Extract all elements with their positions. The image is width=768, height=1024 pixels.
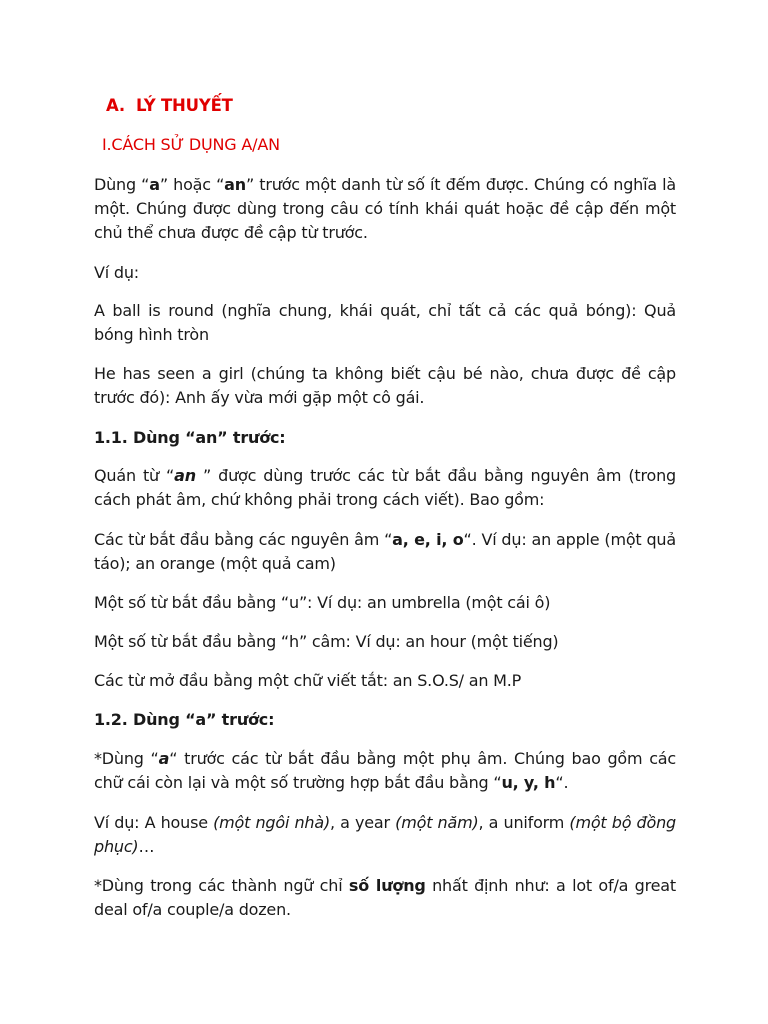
idiom-bold-quantity: số lượng [348, 876, 426, 895]
a-example-text-2: , a year [330, 813, 396, 832]
u-rule-paragraph: Một số từ bắt đầu bằng “u”: Ví dụ: an umbrella (một cái ô) [94, 593, 551, 612]
a-example-text-3: , a uniform [478, 813, 570, 832]
a-rule-text-3: “. [555, 773, 569, 792]
vowels-text-1: Các từ bắt đầu bằng các nguyên âm “ [94, 530, 393, 549]
a-example-italic-3: (một bộ đồng phục) [94, 813, 677, 856]
abbreviation-paragraph: Các từ mở đầu bằng một chữ viết tắt: an S.O.S/ an M.P [94, 671, 522, 690]
section-heading-a [106, 94, 233, 118]
section-heading-number: A. [106, 96, 125, 115]
intro-paragraph [94, 173, 676, 245]
a-example-italic-2: (một năm) [395, 813, 479, 832]
idiom-text-2: nhất định như: a lot of/a great deal of/a couple/a dozen. [94, 876, 676, 919]
subsection-heading-i: I.CÁCH SỬ DỤNG A/AN [102, 135, 280, 154]
vowels-paragraph [94, 528, 676, 576]
example-paragraph-1: A ball is round (nghĩa chung, khái quát, chỉ tất cả các quả bóng): Quả bóng hình tròn [94, 301, 676, 344]
a-example-italic-1: (một ngôi nhà) [213, 813, 330, 832]
h-rule-paragraph: Một số từ bắt đầu bằng “h” câm: Ví dụ: an hour (một tiếng) [94, 632, 559, 651]
a-rule-bold-letters: u, y, h [501, 773, 556, 792]
a-example-text-4: … [138, 837, 155, 856]
intro-text-1: Dùng “ [94, 175, 150, 194]
a-example-paragraph [94, 811, 676, 859]
intro-text-3: ” trước một danh từ số ít đếm được. Chúng có nghĩa là một. Chúng được dùng trong câu có tính khái quát hoặc đề cập đến một chủ thể chưa được đề cập từ trước. [94, 175, 676, 242]
an-rule-bold-an: an [174, 466, 196, 485]
an-rule-text-1: Quán từ “ [94, 466, 175, 485]
intro-text-2: ” hoặc “ [159, 175, 225, 194]
intro-bold-an: an [224, 175, 246, 194]
a-rule-text-2: “ trước các từ bắt đầu bằng một phụ âm. Chúng bao gồm các chữ cái còn lại và một số trường hợp bắt đầu bằng “ [94, 749, 676, 792]
section-1-1-heading: 1.1. Dùng “an” trước: [94, 428, 286, 447]
a-rule-bold-a: a [158, 749, 170, 768]
idiom-text-1: *Dùng trong các thành ngữ chỉ [94, 876, 349, 895]
an-rule-text-2: ” được dùng trước các từ bắt đầu bằng nguyên âm (trong cách phát âm, chứ không phải trong cách viết). Bao gồm: [94, 466, 676, 509]
an-rule-paragraph [94, 464, 676, 512]
a-rule-text-1: *Dùng “ [94, 749, 159, 768]
idiom-paragraph [94, 874, 676, 922]
section-heading-title: LÝ THUYẾT [135, 96, 233, 115]
example-label: Ví dụ: [94, 263, 139, 282]
intro-bold-a: a [149, 175, 160, 194]
example-paragraph-2: He has seen a girl (chúng ta không biết cậu bé nào, chưa được đề cập trước đó): Anh ấy vừa mới gặp một cô gái. [94, 364, 676, 407]
vowels-bold-letters: a, e, i, o [392, 530, 464, 549]
section-1-2-heading: 1.2. Dùng “a” trước: [94, 710, 275, 729]
a-rule-paragraph [94, 747, 676, 795]
vowels-text-2: “. Ví dụ: an apple (một quả táo); an orange (một quả cam) [94, 530, 676, 573]
a-example-text-1: Ví dụ: A house [94, 813, 214, 832]
